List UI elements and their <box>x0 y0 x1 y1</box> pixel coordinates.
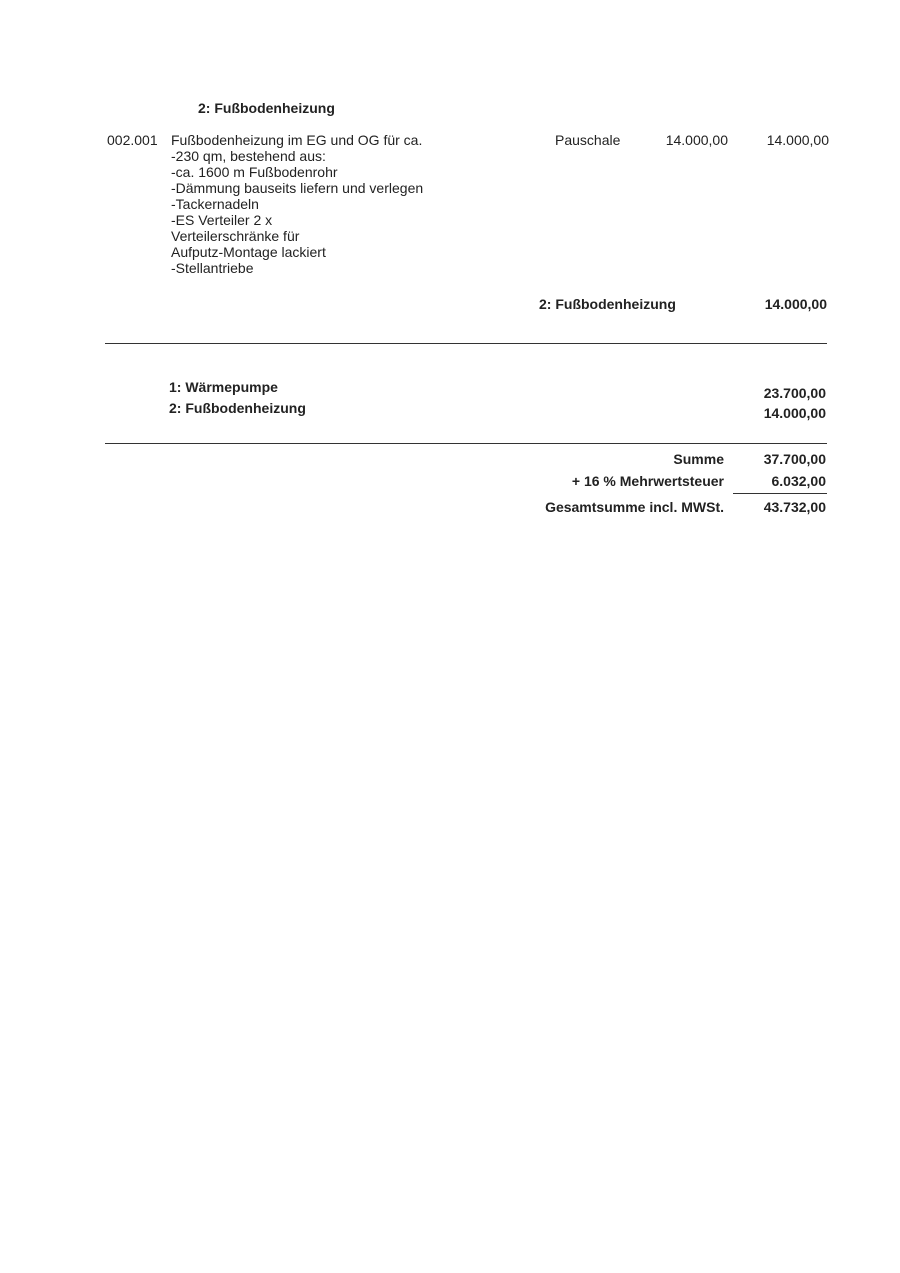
grand-total-value: 43.732,00 <box>763 499 826 515</box>
description-line: -Dämmung bauseits liefern und verlegen <box>171 180 424 196</box>
sum-value: 37.700,00 <box>763 451 826 467</box>
divider <box>105 343 827 344</box>
divider <box>105 443 827 444</box>
section-heading: 2: Fußbodenheizung <box>198 100 335 116</box>
position-description <box>171 132 423 276</box>
description-line: -Stellantriebe <box>171 260 254 276</box>
summary-label: 2: Fußbodenheizung <box>169 400 306 416</box>
description-line: Fußbodenheizung im EG und OG für ca. <box>171 132 423 148</box>
summary-label: 1: Wärmepumpe <box>169 379 278 395</box>
total-underline <box>733 493 827 494</box>
position-number: 002.001 <box>107 132 158 148</box>
description-line: -Tackernadeln <box>171 196 259 212</box>
description-line: -230 qm, bestehend aus: <box>171 148 326 164</box>
description-line: -ES Verteiler 2 x <box>171 212 273 228</box>
vat-label: + 16 % Mehrwertsteuer <box>571 473 724 489</box>
position-unit: Pauschale <box>555 132 621 148</box>
description-line: Verteilerschränke für <box>171 228 300 244</box>
summary-values <box>740 385 826 421</box>
position-total: 14.000,00 <box>766 132 829 148</box>
grand-total-label: Gesamtsumme incl. MWSt. <box>545 499 724 515</box>
summary-value: 23.700,00 <box>763 385 826 401</box>
vat-value: 6.032,00 <box>771 473 826 489</box>
section-subtotal-label: 2: Fußbodenheizung <box>539 296 676 312</box>
summary-labels <box>169 379 306 416</box>
description-line: -ca. 1600 m Fußbodenrohr <box>171 164 338 180</box>
position-unit-price: 14.000,00 <box>665 132 728 148</box>
description-line: Aufputz-Montage lackiert <box>171 244 326 260</box>
sum-label: Summe <box>673 451 724 467</box>
summary-value: 14.000,00 <box>763 405 826 421</box>
section-subtotal-value: 14.000,00 <box>764 296 827 312</box>
